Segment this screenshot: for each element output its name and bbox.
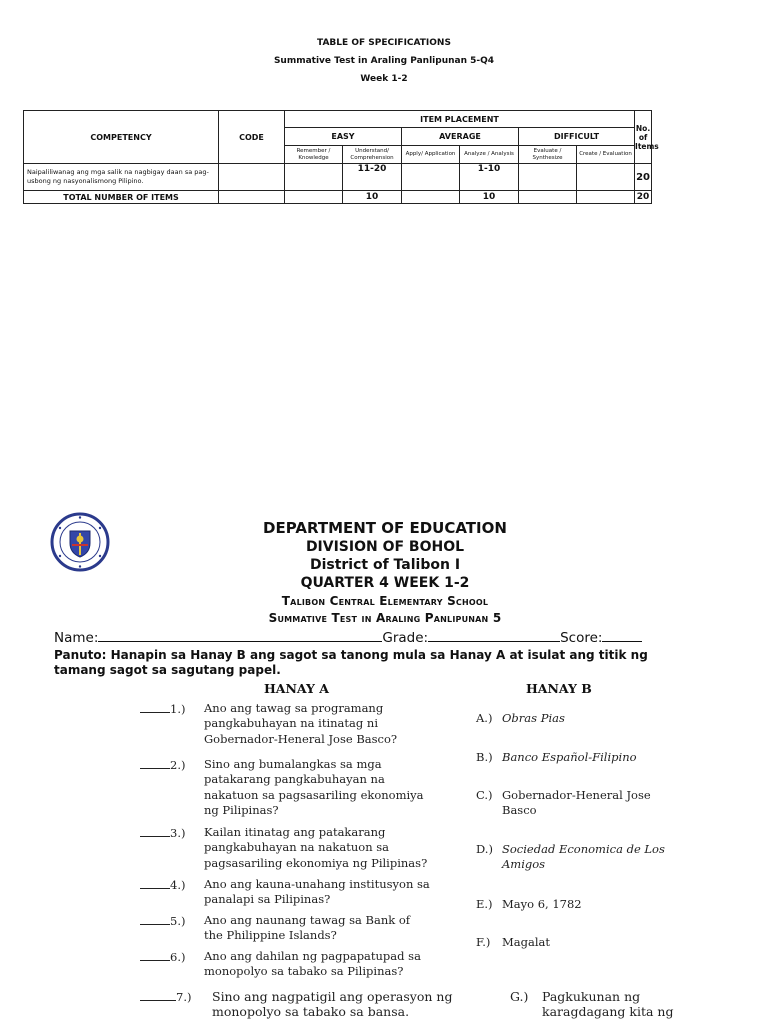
answer-blank[interactable]	[140, 949, 170, 961]
question-number: 1.)	[170, 702, 186, 716]
total-create	[577, 191, 635, 204]
hanay-b-heading: HANAY B	[526, 681, 592, 696]
level-understand: Understand/ Comprehension	[343, 146, 402, 164]
level-remember: Remember / Knowledge	[285, 146, 343, 164]
cell-apply	[402, 164, 460, 191]
total-apply	[402, 191, 460, 204]
competency-cell: Naipaliliwanag ang mga salik na nagbigay daan sa pag-usbong ng nasyonalismong Pilipino.	[24, 164, 219, 191]
cell-total: 20	[635, 164, 652, 191]
answer-text: Obras Pias	[502, 711, 565, 725]
answer-blank[interactable]	[140, 825, 170, 837]
total-evaluate	[519, 191, 577, 204]
specifications-table	[23, 110, 659, 204]
code-cell	[219, 164, 285, 191]
division-heading: DIVISION OF BOHOL	[305, 539, 465, 555]
question-number: 6.)	[170, 950, 186, 964]
answer-letter: C.)	[476, 788, 493, 802]
cell-evaluate	[519, 164, 577, 191]
header-item-placement: ITEM PLACEMENT	[285, 111, 635, 128]
department-heading: DEPARTMENT OF EDUCATION	[263, 519, 507, 537]
header-no-of-items: No. of Items	[635, 111, 652, 164]
question-text: Ano ang tawag sa programang pangkabuhayan na itinatag ni Gobernador-Heneral Jose Basco?	[204, 701, 398, 746]
total-remember	[285, 191, 343, 204]
answer-letter: D.)	[476, 842, 493, 856]
grade-field[interactable]	[428, 629, 560, 642]
cell-analyze: 1-10	[460, 164, 519, 191]
name-field[interactable]	[98, 629, 382, 642]
answer-blank[interactable]	[140, 701, 170, 713]
answer-blank[interactable]	[140, 913, 170, 925]
answer-text: Pagkukunan ng karagdagang kita ng	[542, 989, 674, 1020]
answer-letter: A.)	[476, 711, 493, 725]
question-text: Sino ang nagpatigil ang operasyon ng monopolyo sa tabako sa bansa.	[212, 989, 453, 1020]
level-apply: Apply/ Application	[402, 146, 460, 164]
question-number: 7.)	[176, 990, 192, 1004]
total-analyze: 10	[460, 191, 519, 204]
header-average: AVERAGE	[402, 128, 519, 146]
question-text: Ano ang dahilan ng pagpapatupad sa monopolyo sa tabako sa Pilipinas?	[204, 949, 421, 979]
answer-blank[interactable]	[140, 877, 170, 889]
grade-label: Grade:	[382, 630, 429, 646]
cell-remember	[285, 164, 343, 191]
cell-create	[577, 164, 635, 191]
total-code	[219, 191, 285, 204]
answer-letter: E.)	[476, 897, 493, 911]
district-heading: District of Talibon I	[309, 557, 461, 573]
question-text: Sino ang bumalangkas sa mga patakarang pangkabuhayan na nakatuon sa pagsasariling ekonomiya ng Pilipinas?	[204, 757, 424, 817]
answer-text: Sociedad Economica de Los Amigos	[502, 842, 665, 872]
answer-text: Magalat	[502, 935, 551, 949]
level-evaluate: Evaluate / Synthesize	[519, 146, 577, 164]
header-competency: COMPETENCY	[24, 111, 219, 164]
answer-letter: F.)	[476, 935, 491, 949]
table-row	[24, 164, 652, 191]
score-field[interactable]	[602, 629, 642, 642]
header-difficult: DIFFICULT	[519, 128, 635, 146]
cell-understand: 11-20	[343, 164, 402, 191]
total-understand: 10	[343, 191, 402, 204]
answer-blank[interactable]	[140, 989, 176, 1001]
name-grade-score-row	[54, 629, 716, 646]
hanay-a-heading: HANAY A	[264, 681, 329, 696]
tos-subtitle: Summative Test in Araling Panlipunan 5-Q4	[273, 56, 495, 66]
total-items: 20	[635, 191, 652, 204]
question-number: 4.)	[170, 878, 186, 892]
header-code: CODE	[219, 111, 285, 164]
totals-row	[24, 191, 652, 204]
question-text: Kailan itinatag ang patakarang pangkabuhayan na nakatuon sa pagsasariling ekonomiya ng Pilipinas?	[204, 825, 428, 870]
answer-blank[interactable]	[140, 757, 170, 769]
answer-text: Gobernador-Heneral Jose Basco	[502, 788, 651, 818]
name-label: Name:	[54, 630, 99, 646]
answer-text: Mayo 6, 1782	[502, 897, 582, 911]
instructions: Panuto: Hanapin sa Hanay B ang sagot sa tanong mula sa Hanay A at isulat ang titik ng tamang sagot sa sagutang papel.	[54, 648, 648, 677]
header-easy: EASY	[285, 128, 402, 146]
question-text: Ano ang naunang tawag sa Bank of the Philippine Islands?	[204, 913, 411, 943]
question-number: 3.)	[170, 826, 186, 840]
tos-title: TABLE OF SPECIFICATIONS	[317, 38, 451, 48]
answer-letter: B.)	[476, 750, 493, 764]
quarter-heading: QUARTER 4 WEEK 1-2	[300, 575, 470, 591]
level-analyze: Analyze / Analysis	[460, 146, 519, 164]
test-title: Summative Test in Araling Panlipunan 5	[268, 611, 502, 625]
level-create: Create / Evaluation	[577, 146, 635, 164]
question-number: 5.)	[170, 914, 186, 928]
answer-letter: G.)	[510, 989, 529, 1004]
school-heading: Talibon Central Elementary School	[281, 594, 489, 608]
deped-seal-icon	[50, 512, 110, 572]
answer-text: Banco Español-Filipino	[502, 750, 637, 764]
question-text: Ano ang kauna-unahang institusyon sa panalapi sa Pilipinas?	[204, 877, 430, 907]
score-label: Score:	[560, 630, 603, 646]
total-label: TOTAL NUMBER OF ITEMS	[24, 191, 219, 204]
tos-week: Week 1-2	[360, 74, 408, 84]
question-number: 2.)	[170, 758, 186, 772]
